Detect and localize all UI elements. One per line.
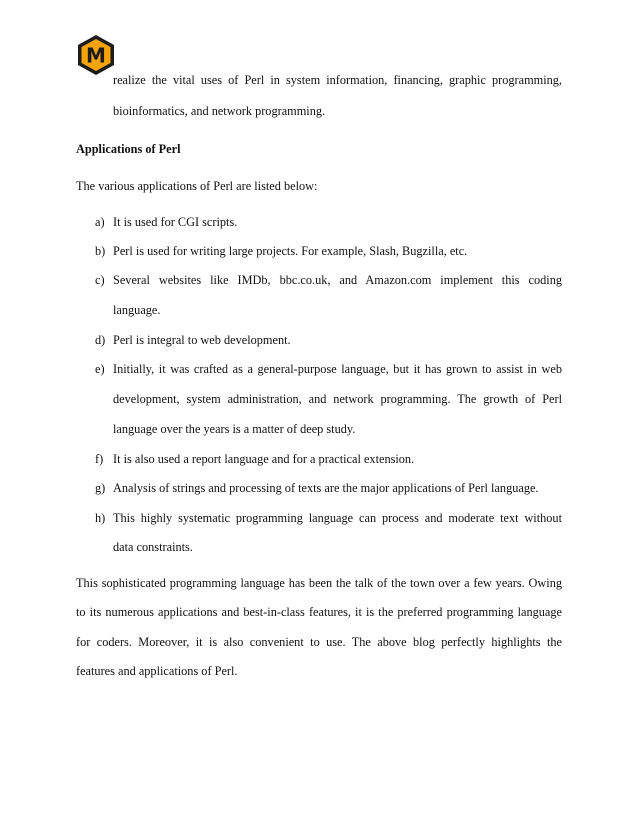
list-marker: f) (95, 452, 104, 466)
list-item-text: development, system administration, and network programming. The growth of Perl (113, 392, 562, 406)
list-marker: b) (95, 244, 106, 258)
list-item-text: This highly systematic programming language can process and moderate text without (113, 511, 562, 525)
list-marker: e) (95, 362, 105, 376)
list-item-text: Several websites like IMDb, bbc.co.uk, and Amazon.com implement this coding (113, 273, 562, 287)
list-marker: h) (95, 511, 106, 525)
hexagon-m-logo-icon (76, 34, 116, 76)
lead-sentence: The various applications of Perl are listed below: (76, 179, 318, 193)
list-item-text: data constraints. (113, 540, 193, 554)
closing-paragraph-line: features and applications of Perl. (76, 664, 238, 678)
list-item-text: language over the years is a matter of deep study. (113, 422, 356, 436)
closing-paragraph-line: This sophisticated programming language has been the talk of the town over a few years. Owing (76, 576, 562, 590)
closing-paragraph-line: to its numerous applications and best-in-class features, it is the preferred programming language (76, 605, 562, 619)
list-item-text: It is also used a report language and for a practical extension. (113, 452, 415, 466)
list-item-text: Analysis of strings and processing of texts are the major applications of Perl language. (113, 481, 539, 495)
list-item-text: Initially, it was crafted as a general-purpose language, but it has grown to assist in web (113, 362, 562, 376)
brand-logo (76, 34, 116, 76)
list-marker: c) (95, 273, 105, 287)
list-marker: g) (95, 481, 106, 495)
list-marker: d) (95, 333, 106, 347)
intro-line-2: bioinformatics, and network programming. (113, 104, 326, 118)
closing-paragraph-line: for coders. Moreover, it is also convenient to use. The above blog perfectly highlights the (76, 635, 562, 649)
list-item-text: It is used for CGI scripts. (113, 215, 238, 229)
list-item-text: Perl is integral to web development. (113, 333, 291, 347)
intro-line-1: realize the vital uses of Perl in system information, financing, graphic programming, (113, 73, 562, 87)
list-item-text: Perl is used for writing large projects. For example, Slash, Bugzilla, etc. (113, 244, 468, 258)
list-item-text: language. (113, 303, 161, 317)
section-heading: Applications of Perl (76, 142, 181, 156)
logo-letter: M (86, 43, 106, 68)
list-marker: a) (95, 215, 105, 229)
